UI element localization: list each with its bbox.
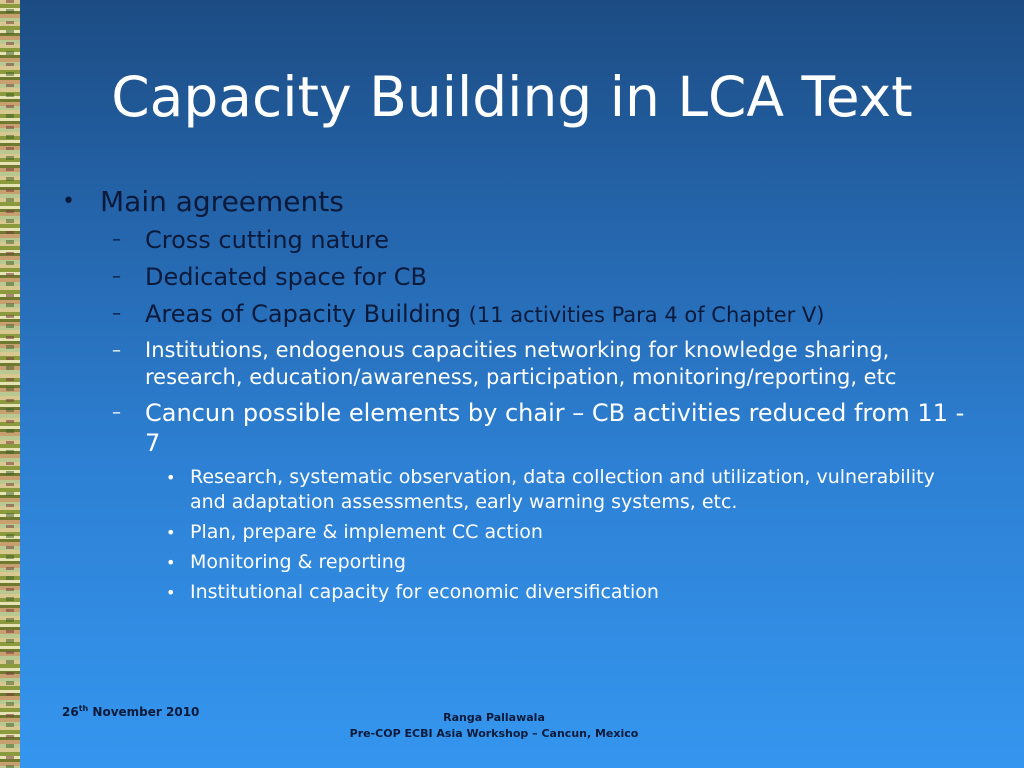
slide-content [60,183,970,610]
bullet-main-agreements [60,183,970,221]
bullet-icon: • [166,468,176,487]
subitem-cross-cutting [60,225,970,255]
dash-icon: – [112,340,121,361]
dash-icon: – [112,303,121,324]
subsubitem-research [60,465,970,515]
subitem-cancun-elements [60,398,970,458]
footer-date-rest: November 2010 [88,705,200,719]
slide-title: Capacity Building in LCA Text [111,65,913,129]
dash-icon: – [112,229,121,250]
subsubitem-text: Institutional capacity for economic diversification [190,581,659,603]
decorative-edge-strip [0,0,20,768]
subsubitem-monitoring [60,550,970,575]
subsubitem-institutional-capacity [60,580,970,605]
dash-icon: – [112,266,121,287]
subitem-text: Dedicated space for CB [145,263,427,291]
subitem-dedicated-space [60,262,970,292]
subitem-areas-of-cb [60,299,970,330]
bullet-icon: • [166,583,176,602]
subsubitem-text: Plan, prepare & implement CC action [190,521,543,543]
dash-icon: – [112,402,121,423]
footer-event: Pre-COP ECBI Asia Workshop – Cancun, Mexico [349,727,639,740]
footer-date [62,704,199,719]
footer-date-suffix: th [78,704,89,713]
bullet-icon: • [166,553,176,572]
bullet-text: Main agreements [100,185,344,218]
subitem-note: (11 activities Para 4 of Chapter V) [468,303,825,327]
bullet-icon: • [62,189,75,214]
footer-author: Ranga Pallawala [443,711,545,724]
footer-center [300,710,688,742]
subitem-text: Areas of Capacity Building [145,300,461,328]
bullet-icon: • [166,523,176,542]
subitem-institutions [60,337,970,391]
subsubitem-text: Research, systematic observation, data collection and utilization, vulnerability and adaptation assessments, early warning systems, etc. [190,466,935,513]
footer-date-day: 26 [62,705,79,719]
subitem-text: Institutions, endogenous capacities networking for knowledge sharing, research, education/awareness, participation, monitoring/reporting, etc [145,338,897,389]
subsubitem-plan [60,520,970,545]
subsubitem-text: Monitoring & reporting [190,551,406,573]
subitem-text: Cross cutting nature [145,226,390,254]
subitem-text: Cancun possible elements by chair – CB activities reduced from 11 - 7 [145,399,965,457]
